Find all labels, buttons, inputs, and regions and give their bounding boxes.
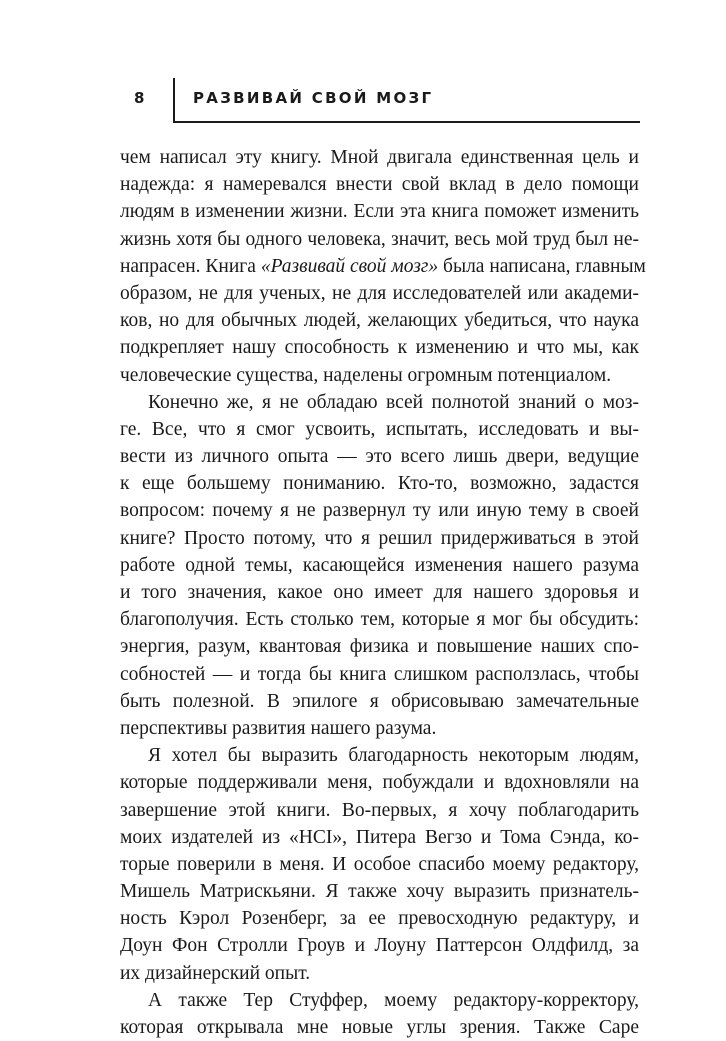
- text-line: чем написал эту книгу. Мной двигала единственная цель и: [120, 147, 639, 168]
- text-line: образом, не для ученых, не для исследователей или академи-: [120, 282, 639, 304]
- text-line: перспективы развития нашего разума.: [120, 717, 437, 739]
- text-line: вести из личного опыта — это всего лишь двери, ведущие: [120, 446, 639, 468]
- book-title-italic: «Развивай свой мозг»: [260, 255, 439, 277]
- text-line: ге. Все, что я смог усвоить, испытать, исследовать и вы-: [120, 418, 639, 440]
- text-line: человеческие существа, наделены огромным потенциалом.: [120, 364, 612, 386]
- text-line: жизнь хотя бы одного человека, значит, весь мой труд был не-: [120, 228, 639, 250]
- text-line: ков, но для обычных людей, желающих убедиться, что наука: [120, 310, 639, 332]
- text-line: работе одной темы, касающейся изменения нашего разума: [120, 554, 639, 576]
- text-line: энергия, разум, квантовая физика и повышение наших спо-: [120, 636, 639, 658]
- text-line: и того значения, какое оно имеет для нашего здоровья и: [120, 582, 639, 603]
- paragraph-4: [120, 987, 639, 1041]
- paragraph-3: [120, 742, 639, 987]
- text-line: которая открывала мне новые углы зрения. Также Саре: [120, 1017, 639, 1038]
- text-line: благополучия. Есть столько тем, которые я мог бы обсудить:: [120, 609, 639, 631]
- text-line: к еще большему пониманию. Кто-то, возможно, задастся: [120, 473, 639, 495]
- text-line: книге? Просто потому, что я решил придерживаться в этой: [120, 527, 639, 549]
- text-line: А также Тер Стуффер, моему редактору-корректору,: [148, 989, 639, 1011]
- text-line: завершение этой книги. Во-первых, я хочу поблагодарить: [120, 799, 639, 821]
- text-line: быть полезной. В эпилоге я обрисовываю замечательные: [120, 690, 639, 712]
- header-rule: [173, 121, 640, 123]
- text-line: Я хотел бы выразить благодарность некоторым людям,: [148, 745, 639, 767]
- page-number: 8: [134, 89, 146, 107]
- running-title: РАЗВИВАЙ СВОЙ МОЗГ: [193, 89, 434, 107]
- text-line: торые поверили в меня. И особое спасибо моему редактору,: [120, 853, 639, 875]
- header-divider: [173, 78, 175, 122]
- paragraph-1: [120, 144, 646, 389]
- text-line: подкрепляет нашу способность к изменению и что мы, как: [120, 337, 639, 359]
- body-text: [120, 144, 646, 1041]
- text-line: надежда: я намеревался внести свой вклад в дело помощи: [120, 174, 639, 196]
- text-line: Мишель Матрискьяни. Я также хочу выразить признатель-: [120, 881, 639, 903]
- text-line: людям в изменении жизни. Если эта книга поможет изменить: [120, 201, 639, 223]
- text-line: которые поддерживали меня, побуждали и вдохновляли на: [120, 772, 639, 794]
- running-header: [120, 78, 640, 122]
- text-line: их дизайнерский опыт.: [120, 962, 311, 984]
- text-line: вопросом: почему я не развернул ту или иную тему в своей: [120, 500, 639, 522]
- paragraph-2: [120, 389, 639, 742]
- text-line: ность Кэрол Розенберг, за ее превосходную редактуру, и: [120, 908, 639, 930]
- text-line: моих издателей из «HCI», Питера Вегзо и Тома Сэнда, ко-: [120, 826, 639, 848]
- text-line: напрасен. Книга «Развивай свой мозг» была написана, главным: [120, 255, 646, 277]
- text-line: Конечно же, я не обладаю всей полнотой знаний о моз-: [148, 391, 639, 413]
- text-line: Доун Фон Стролли Гроув и Лоуну Паттерсон Олдфилд, за: [120, 935, 639, 957]
- text-line: собностей — и тогда бы книга слишком расползлась, чтобы: [120, 663, 639, 685]
